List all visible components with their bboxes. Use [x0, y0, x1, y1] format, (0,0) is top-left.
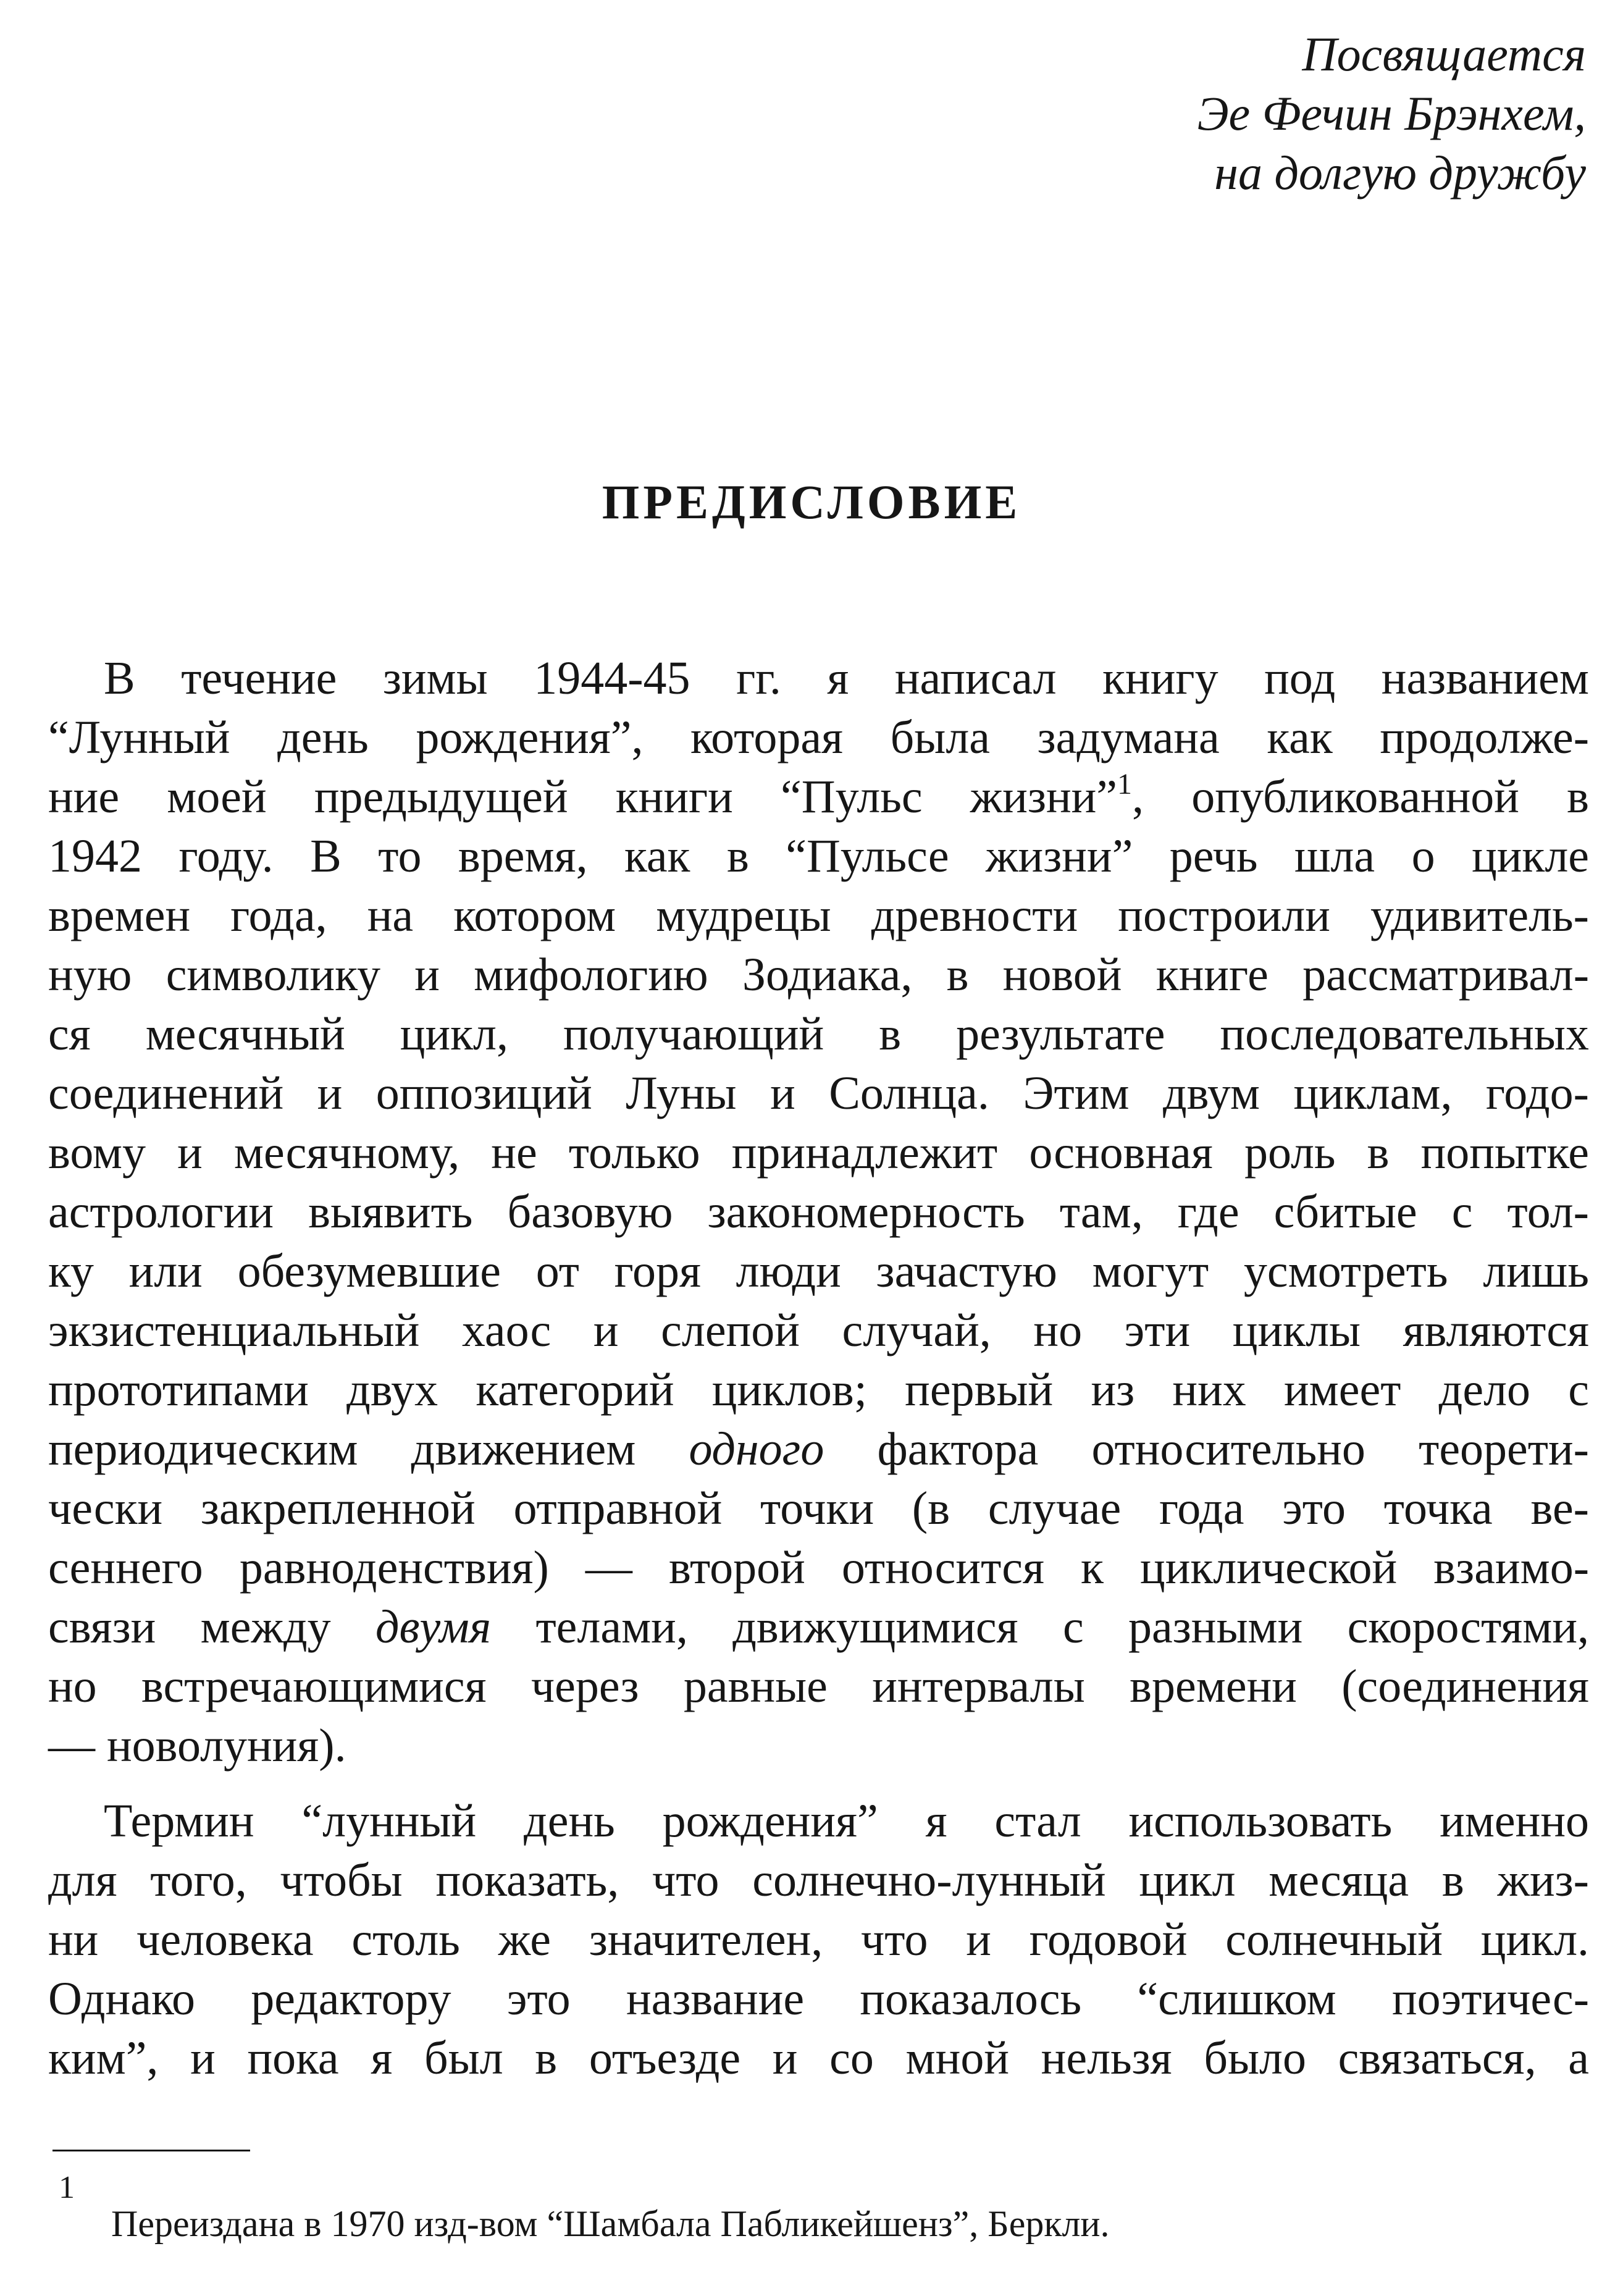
text-line: ся месячный цикл, получающий в результате последовательных: [48, 1008, 1589, 1060]
paragraph-1: [48, 649, 1589, 1775]
text-fragment: периодическим движением: [48, 1423, 689, 1475]
text-fragment: телами, движущимися с разными скоростями,: [491, 1601, 1589, 1653]
chapter-heading: ПРЕДИСЛОВИЕ: [602, 475, 1021, 529]
dedication-line: Эе Фечин Брэнхем,: [1197, 86, 1586, 140]
text-fragment: связи между: [48, 1601, 375, 1653]
dedication-line: Посвящается: [1302, 27, 1586, 81]
text-line: чески закрепленной отправной точки (в случае года это точка ве-: [48, 1482, 1589, 1534]
body-text: [48, 649, 1589, 2088]
text-line: прототипами двух категорий циклов; первый из них имеет дело с: [48, 1364, 1589, 1416]
text-line: ную символику и мифологию Зодиака, в новой книге рассматривал-: [48, 949, 1589, 1001]
text-line: экзистенциальный хаос и слепой случай, но эти циклы являются: [48, 1305, 1589, 1356]
text-fragment: , опубликованной в: [1132, 771, 1590, 823]
text-line: ким”, и пока я был в отъезде и со мной нельзя было связаться, а: [48, 2032, 1589, 2084]
text-line: времен года, на котором мудрецы древности построили удивитель-: [48, 889, 1589, 941]
text-line: — новолуния).: [48, 1720, 346, 1772]
text-line: ни человека столь же значителен, что и годовой солнечный цикл.: [48, 1914, 1589, 1966]
text-line: для того, чтобы показать, что солнечно-лунный цикл месяца в жиз-: [48, 1854, 1589, 1906]
text-line: [48, 1597, 1589, 1657]
emphasized-word: двумя: [375, 1601, 492, 1653]
text-line: астрологии выявить базовую закономерность там, где сбитые с тол-: [48, 1186, 1589, 1238]
footnote-reference[interactable]: 1: [1117, 768, 1133, 801]
footnote-text: Переиздана в 1970 изд-вом “Шамбала Пабликейшенз”, Беркли.: [111, 2203, 1110, 2244]
text-line: 1942 году. В то время, как в “Пульсе жизни” речь шла о цикле: [48, 830, 1589, 882]
text-line: Однако редактору это название показалось “слишком поэтичес-: [48, 1973, 1589, 2025]
dedication-line: на долгую дружбу: [1214, 146, 1586, 200]
footnote-marker: 1: [59, 2170, 75, 2205]
text-line: “Лунный день рождения”, которая была задумана как продолже-: [48, 712, 1589, 763]
text-line: ку или обезумевшие от горя люди зачастую могут усмотреть лишь: [48, 1245, 1589, 1297]
text-line: соединений и оппозиций Луны и Солнца. Этим двум циклам, годо-: [48, 1067, 1589, 1119]
text-line: [48, 1419, 1589, 1479]
text-line: [48, 767, 1589, 826]
paragraph-2: [48, 1791, 1589, 2088]
text-line: сеннего равноденствия) — второй относится к циклической взаимо-: [48, 1542, 1589, 1594]
footnote-divider: [52, 2150, 250, 2151]
text-line: В течение зимы 1944-45 гг. я написал книгу под названием: [104, 652, 1589, 704]
text-line: вому и месячному, не только принадлежит основная роль в попытке: [48, 1127, 1589, 1179]
text-fragment: ние моей предыдущей книги “Пульс жизни”: [48, 771, 1118, 823]
text-line: но встречающимися через равные интервалы времени (соединения: [48, 1660, 1589, 1712]
text-line: Термин “лунный день рождения” я стал использовать именно: [104, 1795, 1589, 1847]
dedication: [845, 25, 1586, 203]
text-fragment: фактора относительно теорети-: [824, 1423, 1589, 1475]
emphasized-word: одного: [689, 1423, 824, 1475]
